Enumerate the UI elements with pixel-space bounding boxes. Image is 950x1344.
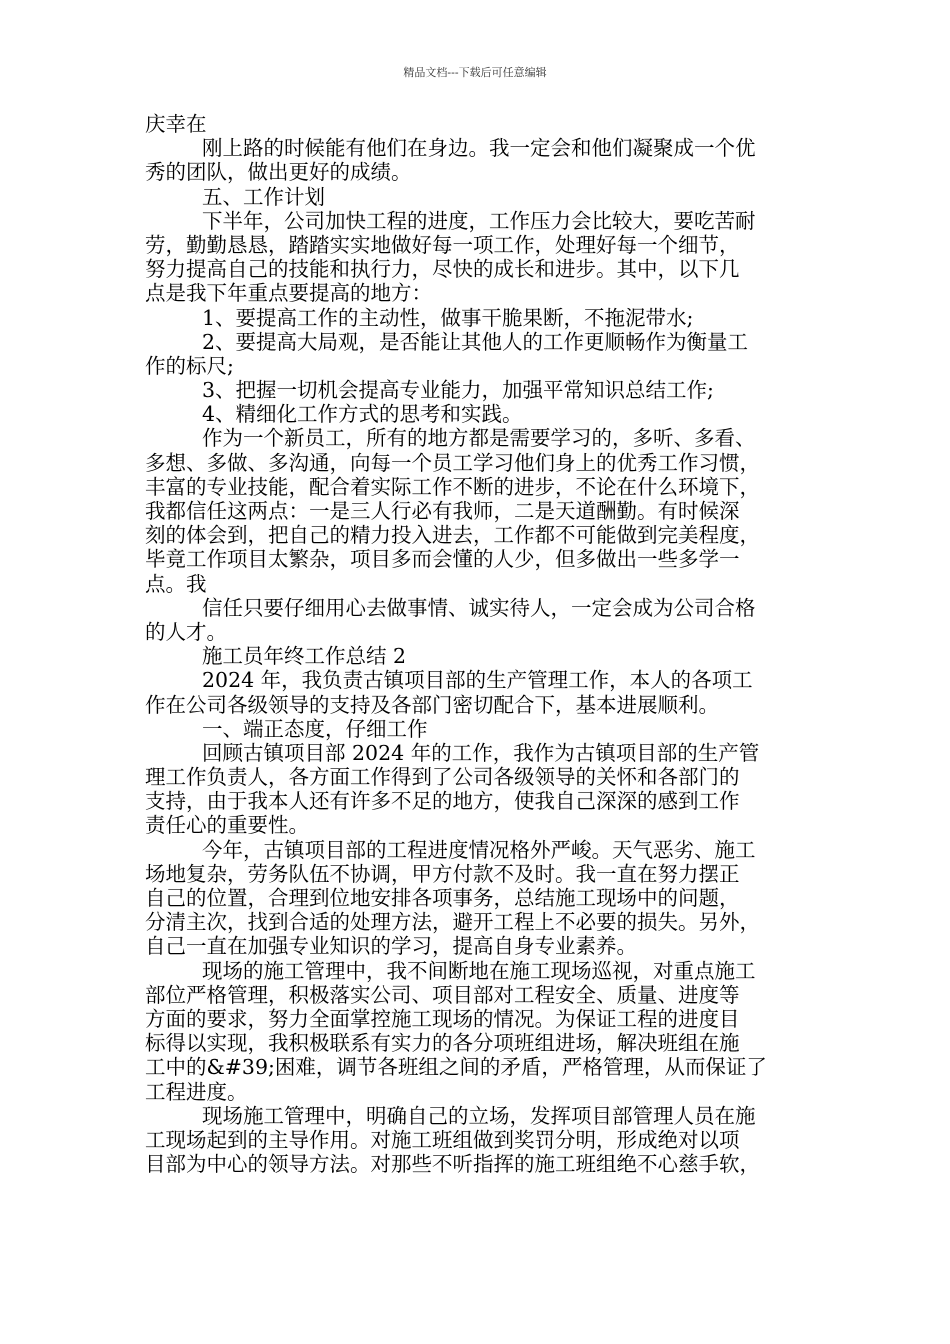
paragraph-line: 现场施工管理中，明确自己的立场，发挥项目部管理人员在施 [202,1103,756,1128]
paragraph-line: 3、把握一切机会提高专业能力，加强平常知识总结工作; [202,378,714,403]
paragraph-line: 自己一直在加强专业知识的学习，提高自身专业素养。 [145,934,637,959]
paragraph-line: 目部为中心的领导方法。对那些不听指挥的施工班组绝不心慈手软， [145,1152,760,1177]
paragraph-line: 丰富的专业技能，配合着实际工作不断的进步，不论在什么环境下， [145,474,760,499]
paragraph-line: 的人才。 [145,619,227,644]
paragraph-line: 部位严格管理，积极落实公司、项目部对工程安全、质量、进度等 [145,982,740,1007]
paragraph-line: 秀的团队，做出更好的成绩。 [145,160,412,185]
paragraph-line: 我都信任这两点：一是三人行必有我师，二是天道酬勤。有时候深 [145,499,740,523]
paragraph-line: 工现场起到的主导作用。对施工班组做到奖罚分明，形成绝对以项 [145,1127,740,1152]
paragraph-line: 自己的位置，合理到位地安排各项事务，总结施工现场中的问题， [145,886,740,910]
paragraph-line: 庆幸在 [145,112,207,136]
paragraph-line: 点是我下年重点要提高的地方： [145,281,432,306]
paragraph-line: 场地复杂，劳务队伍不协调，甲方付款不及时。我一直在努力摆正 [145,861,740,886]
paragraph-line: 刻的体会到，把自己的精力投入进去，工作都不可能做到完美程度， [145,523,760,548]
paragraph-line: 4、精细化工作方式的思考和实践。 [202,402,523,427]
paragraph-line: 刚上路的时候能有他们在身边。我一定会和他们凝聚成一个优 [202,136,756,161]
paragraph-line: 下半年，公司加快工程的进度，工作压力会比较大，要吃苦耐 [202,208,756,233]
paragraph-line: 多想、多做、多沟通，向每一个员工学习他们身上的优秀工作习惯， [145,450,760,475]
paragraph-line: 1、要提高工作的主动性，做事干脆果断，不拖泥带水; [202,305,694,330]
paragraph-line: 方面的要求，努力全面掌控施工现场的情况。为保证工程的进度目 [145,1006,740,1031]
paragraph-line: 点。我 [145,571,207,596]
paragraph-line: 作的标尺; [145,353,234,378]
paragraph-line: 标得以实现，我积极联系有实力的各分项班组进场，解决班组在施 [145,1031,740,1056]
paragraph-line: 回顾古镇项目部 2024 年的工作，我作为古镇项目部的生产管 [202,740,760,765]
paragraph-line: 工程进度。 [145,1079,248,1104]
paragraph-line: 作为一个新员工，所有的地方都是需要学习的，多听、多看、 [202,426,756,451]
paragraph-line: 责任心的重要性。 [145,813,309,838]
paragraph-line: 五、工作计划 [202,184,325,209]
paragraph-line: 施工员年终工作总结 2 [202,644,407,669]
paragraph-line: 今年，古镇项目部的工程进度情况格外严峻。天气恶劣、施工 [202,837,756,862]
paragraph-line: 努力提高自己的技能和执行力，尽快的成长和进步。其中，以下几 [145,257,740,282]
paragraph-line: 劳，勤勤恳恳，踏踏实实地做好每一项工作，处理好每一个细节， [145,232,740,257]
paragraph-line: 理工作负责人，各方面工作得到了公司各级领导的关怀和各部门的 [145,765,740,790]
page-header: 精品文档---下载后可任意编辑 [403,66,547,79]
paragraph-line: 一、端正态度，仔细工作 [202,716,428,741]
paragraph-line: 毕竟工作项目太繁杂，项目多而会懂的人少，但多做出一些多学一 [145,547,740,572]
paragraph-line: 2024 年，我负责古镇项目部的生产管理工作，本人的各项工 [202,668,753,693]
paragraph-line: 分清主次，找到合适的处理方法，避开工程上不必要的损失。另外， [145,910,760,935]
paragraph-line: 信任只要仔细用心去做事情、诚实待人，一定会成为公司合格 [202,595,756,620]
paragraph-line: 支持，由于我本人还有许多不足的地方，使我自己深深的感到工作 [145,789,740,814]
paragraph-line: 现场的施工管理中，我不间断地在施工现场巡视，对重点施工 [202,958,756,983]
paragraph-line: 工中的&#39;困难，调节各班组之间的矛盾，严格管理，从而保证了 [145,1055,767,1080]
paragraph-line: 作在公司各级领导的支持及各部门密切配合下，基本进展顺利。 [145,692,719,717]
paragraph-line: 2、要提高大局观，是否能让其他人的工作更顺畅作为衡量工 [202,329,749,354]
document-body [145,112,810,1176]
